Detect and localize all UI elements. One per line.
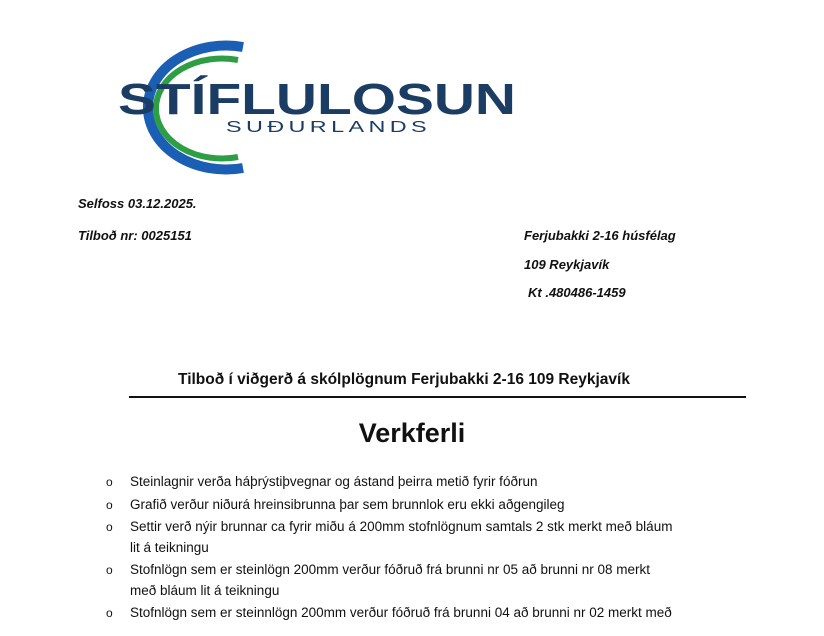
bullet-circle-icon: o: [106, 475, 113, 489]
process-list: [96, 472, 756, 626]
offer-title: Tilboð í viðgerð á skólplögnum Ferjubakki 2-16 109 Reykjavík: [178, 371, 630, 388]
list-item-line: Stofnlögn sem er steinlögn 200mm verður fóðruð frá brunni nr 05 að brunni nr 08 merkt: [130, 562, 651, 577]
bullet-circle-icon: o: [106, 563, 113, 577]
bullet-circle-icon: o: [106, 520, 113, 534]
list-item: [96, 472, 756, 493]
list-item: [96, 560, 756, 601]
list-item-line: Grafið verður niðurá hreinsibrunna þar sem brunnlok eru ekki aðgengileg: [130, 496, 565, 512]
offer-number: Tilboð nr: 0025151: [78, 228, 192, 243]
logo-subtitle: SUÐURLANDS: [226, 119, 431, 136]
list-item: [96, 517, 756, 558]
list-item-line: Settir verð nýir brunnar ca fyrir miðu á 200mm stofnlögnum samtals 2 stk merkt með bláum: [130, 519, 673, 534]
list-item-line: Steinlagnir verða háþrýstiþvegnar og ástand þeirra metið fyrir fóðrun: [130, 474, 538, 489]
bullet-circle-icon: o: [106, 497, 113, 512]
list-item-line: með bláum lit á teikningu: [130, 582, 280, 598]
section-heading: Verkferli: [358, 418, 466, 448]
list-item: [96, 603, 756, 624]
recipient-name: Ferjubakki 2-16 húsfélag: [524, 228, 676, 243]
title-underline: [129, 396, 746, 398]
recipient-city: 109 Reykjavík: [524, 257, 610, 272]
company-logo: [78, 34, 520, 184]
list-item: [96, 495, 756, 516]
logo-wordmark: STÍFLULOSUN: [118, 75, 426, 124]
bullet-circle-icon: o: [106, 606, 113, 620]
list-item-line: lit á teikningu: [130, 539, 209, 555]
list-item-line: Stofnlögn sem er steinnlögn 200mm verður fóðruð frá brunni 04 að brunni nr 02 merkt með: [130, 605, 672, 620]
recipient-kt: Kt .480486-1459: [528, 285, 626, 300]
date-line: Selfoss 03.12.2025.: [78, 196, 197, 211]
